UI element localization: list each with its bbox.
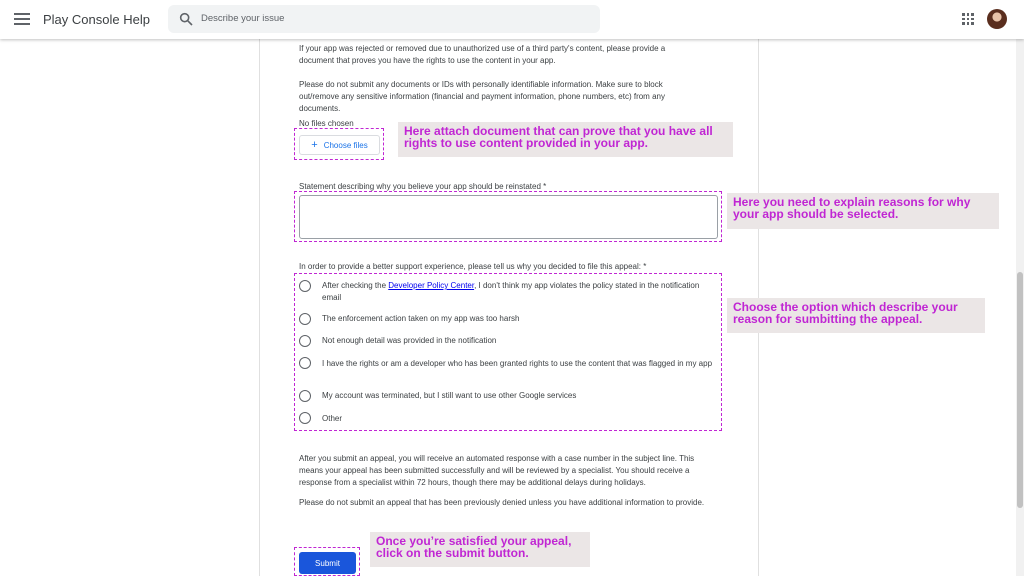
- radio-label-policy: After checking the Developer Policy Center, I don't think my app violates the policy stated in the notification email: [322, 281, 700, 302]
- after-submit-paragraph: After you submit an appeal, you will receive an automated response with a case number in the subject line. This means your appeal has been submitted successfully and will be reviewed by a specialist. You should receive a response from a specialist within 72 hours, though there may be additional delays during holidays.: [299, 454, 695, 487]
- radio-label-too-harsh: The enforcement action taken on my app was too harsh: [322, 314, 520, 323]
- search-input[interactable]: [168, 5, 600, 33]
- submit-note: Once you’re satisfied your appeal, click on the submit button.: [370, 532, 590, 567]
- statement-highlight: [294, 191, 722, 242]
- radio-label-other: Other: [322, 414, 343, 423]
- app-title[interactable]: Play Console Help: [43, 12, 150, 27]
- submit-highlight: [294, 547, 360, 576]
- radio-label-account-terminated: My account was terminated, but I still want to use other Google services: [322, 391, 577, 400]
- reason-question: In order to provide a better support experience, please tell us why you decided to file this appeal: *: [299, 262, 647, 271]
- search-icon: [178, 11, 194, 27]
- option-note: Choose the option which describe your reason for sumbitting the appeal.: [727, 298, 985, 333]
- statement-note: Here you need to explain reasons for why your app should be selected.: [727, 193, 999, 229]
- no-files-label: No files chosen: [299, 119, 354, 128]
- content-border-left: [259, 39, 260, 576]
- scrollbar-thumb[interactable]: [1017, 272, 1023, 508]
- radio-label-have-rights: I have the rights or am a developer who has been granted rights to use the content that was flagged in my app: [322, 359, 713, 368]
- denied-paragraph: Please do not submit an appeal that has been previously denied unless you have additional information to provide.: [299, 498, 705, 507]
- avatar[interactable]: [987, 9, 1007, 29]
- radio-label-not-enough-detail: Not enough detail was provided in the notification: [322, 336, 497, 345]
- top-app-bar: [0, 0, 1024, 39]
- statement-label: Statement describing why you believe your app should be reinstated *: [299, 182, 547, 191]
- apps-grid-icon[interactable]: [962, 13, 974, 25]
- attach-note: Here attach document that can prove that you have all rights to use content provided in your app.: [398, 122, 733, 157]
- reasons-highlight: [294, 273, 722, 431]
- submit-button[interactable]: Submit: [299, 552, 356, 574]
- developer-policy-center-link[interactable]: Developer Policy Center: [388, 281, 475, 290]
- search-placeholder: Describe your issue: [201, 13, 285, 24]
- privacy-paragraph: Please do not submit any documents or IDs with personally identifiable information. Make sure to block out/remove any sensitive information (financial and payment information, phone numbers, etc) from any documents.: [299, 80, 665, 113]
- choose-files-highlight: [294, 128, 384, 160]
- rights-paragraph: If your app was rejected or removed due to unauthorized use of a third party's content, please provide a document that proves you have the rights to use the content in your app.: [299, 44, 666, 65]
- plus-icon: +: [311, 139, 318, 151]
- hamburger-menu-icon[interactable]: [12, 10, 32, 28]
- choose-files-label: Choose files: [323, 140, 368, 150]
